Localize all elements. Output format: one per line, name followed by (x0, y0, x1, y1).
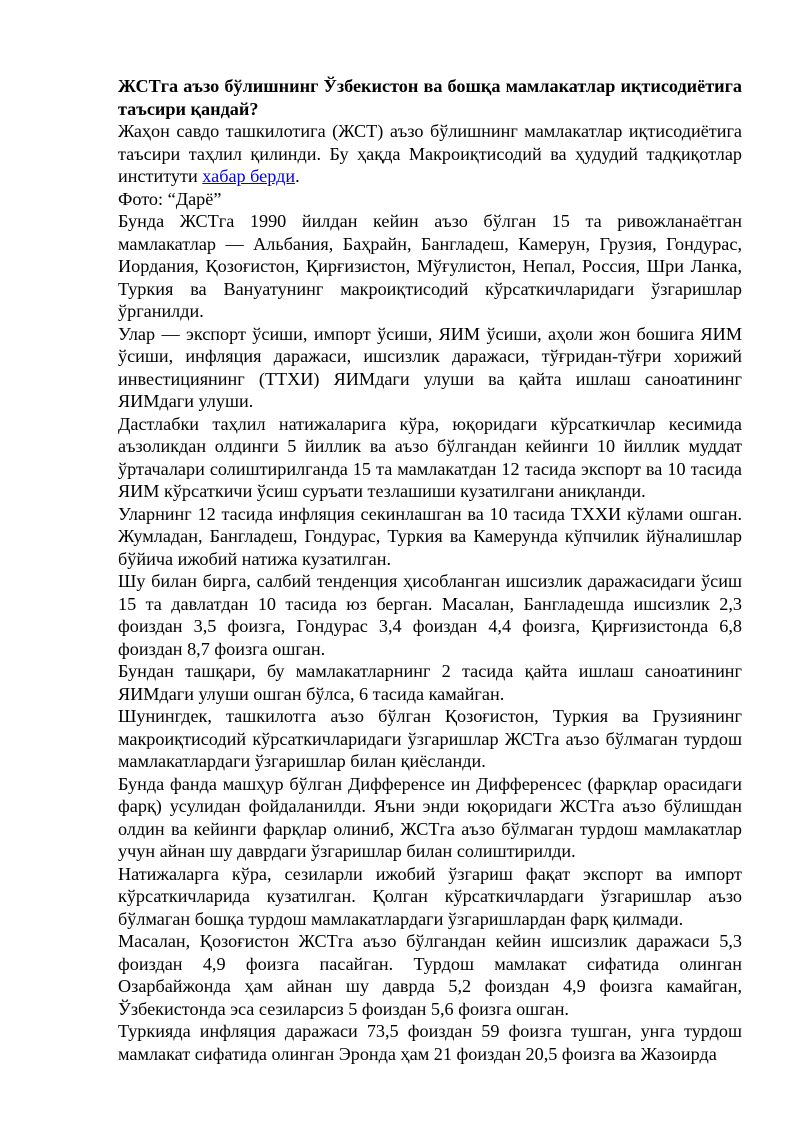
photo-credit: Фото: “Дарё” (118, 188, 222, 209)
body-paragraph: Улар — экспорт ўсиши, импорт ўсиши, ЯИМ ўсиши, аҳоли жон бошига ЯИМ ўсиши, инфляция даражаси, ишсизлик даражаси, тўғридан-тўғри хорижий инвестициянинг (ТТХИ) ЯИМдаги улуши ва қайта ишлаш саноатининг ЯИМдаги улуши. (118, 323, 742, 411)
intro-text: Жаҳон савдо ташкилотига (ЖСТ) аъзо бўлишнинг мамлакатлар иқтисодиётига таъсири таҳлил қилинди. Бу ҳақда Макроиқтисодий ва ҳудудий тадқиқотлар институти (118, 121, 742, 186)
body-paragraph: Бундан ташқари, бу мамлакатларнинг 2 тасида қайта ишлаш саноатининг ЯИМдаги улуши ошган бўлса, 6 тасида камайган. (118, 661, 742, 704)
body-paragraph: Бунда фанда машҳур бўлган Дифференсе ин Дифференсес (фарқлар орасидаги фарқ) усулидан фойдаланилди. Яъни энди юқоридаги ЖСТга аъзо бўлишдан олдин ва кейинги фарқлар олиниб, ЖСТга аъзо бўлмаган турдош мамлакатлар учун айнан шу даврдаги ўзгаришлар билан солиштирилди. (118, 773, 742, 861)
document-page (118, 75, 742, 1065)
body-paragraph: Дастлабки таҳлил натижаларига кўра, юқоридаги кўрсаткичлар кесимида аъзоликдан олдинги 5 йиллик ва аъзо бўлгандан кейинги 10 йиллик муддат ўртачалари солиштирилганда 15 та мамлакатдан 12 тасида экспорт ва 10 тасида ЯИМ кўрсаткичи ўсиш суръати тезлашиши кузатилгани аниқланди. (118, 413, 742, 501)
body-paragraph: Масалан, Қозоғистон ЖСТга аъзо бўлгандан кейин ишсизлик даражаси 5,3 фоиздан 4,9 фоизга пасайган. Турдош мамлакат сифатида олинган Озарбайжонда ҳам айнан шу даврда 5,2 фоиздан 4,9 фоизга камайган, Ўзбекистонда эса сезиларсиз 5 фоиздан 5,6 фоизга ошган. (118, 931, 742, 1019)
intro-text-end: . (295, 166, 300, 186)
body-paragraph: Натижаларга кўра, сезиларли ижобий ўзгариш фақат экспорт ва импорт кўрсаткичларида кузатилган. Қолган кўрсаткичлардаги ўзгаришлар аъзо бўлмаган бошқа турдош мамлакатлардаги ўзгаришлардан фарқ қилмади. (118, 863, 742, 929)
body-paragraph: Туркияда инфляция даражаси 73,5 фоиздан 59 фоизга тушган, унга турдош мамлакат сифатида олинган Эронда ҳам 21 фоиздан 20,5 фоизга ва Жазоирда (118, 1021, 742, 1064)
body-paragraph: Шу билан бирга, салбий тенденция ҳисобланган ишсизлик даражасидаги ўсиш 15 та давлатдан 10 тасида юз берган. Масалан, Бангладешда ишсизлик 2,3 фоиздан 3,5 фоизга, Гондурас 3,4 фоиздан 4,4 фоизга, Қирғизистонда 6,8 фоиздан 8,7 фоизга ошган. (118, 571, 742, 659)
body-paragraph: Шунингдек, ташкилотга аъзо бўлган Қозоғистон, Туркия ва Грузиянинг макроиқтисодий кўрсаткичларидаги ўзгаришлар ЖСТга аъзо бўлмаган турдош мамлакатлардаги ўзгаришлар билан қиёсланди. (118, 706, 742, 771)
article-title: ЖСТга аъзо бўлишнинг Ўзбекистон ва бошқа мамлакатлар иқтисодиётига таъсири қандай? (118, 76, 742, 119)
body-paragraph: Бунда ЖСТга 1990 йилдан кейин аъзо бўлган 15 та ривожланаётган мамлакатлар — Альбания, Баҳрайн, Бангладеш, Камерун, Грузия, Гондурас, Иордания, Қозоғистон, Қирғизистон, Мўғулистон, Непал, Россия, Шри Ланка, Туркия ва Вануатунинг макроиқтисодий кўрсаткичларидаги ўзгаришлар ўрганилди. (118, 211, 742, 321)
body-paragraph: Уларнинг 12 тасида инфляция секинлашган ва 10 тасида ТХХИ кўлами ошган. Жумладан, Бангладеш, Гондурас, Туркия ва Камерунда кўпчилик йўналишлар бўйича ижобий натижа кузатилган. (118, 503, 742, 569)
intro-paragraph (118, 120, 742, 188)
source-link[interactable]: хабар берди (202, 166, 296, 186)
